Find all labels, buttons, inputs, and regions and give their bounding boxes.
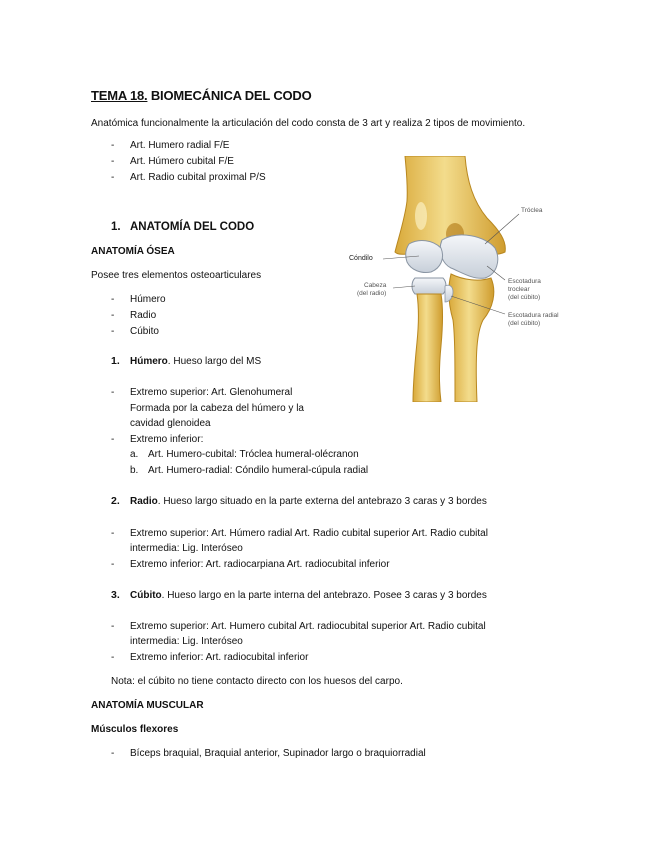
bold-term: Cúbito	[130, 590, 162, 601]
label-cabeza-1: Cabeza	[364, 282, 387, 289]
list-item: Húmero	[130, 294, 166, 305]
intro-paragraph: Anatómica funcionalmente la articulación del codo consta de 3 art y realiza 2 tipos de movimiento.	[91, 118, 526, 129]
bullet-dash: -	[111, 172, 115, 183]
text-line: Formada por la cabeza del húmero y la	[130, 403, 304, 414]
label-troclea: Tróclea	[521, 207, 543, 214]
list-item: Art. Radio cubital proximal P/S	[130, 172, 266, 183]
section-heading: ANATOMÍA DEL CODO	[130, 221, 255, 233]
subsection-heading: ANATOMÍA ÓSEA	[91, 246, 175, 257]
text-line: Extremo superior: Art. Húmero radial Art. Radio cubital superior Art. Radio cubital	[130, 528, 488, 539]
list-item: Art. Húmero cubital F/E	[130, 156, 234, 167]
item-desc: . Hueso largo situado en la parte externa del antebrazo 3 caras y 3 bordes	[157, 496, 487, 507]
list-item: Art. Humero radial F/E	[130, 140, 230, 151]
numbered-item-radio	[130, 495, 487, 508]
label-esc-troclear-1: Escotadura	[508, 278, 541, 285]
label-condilo: Cóndilo	[349, 255, 373, 262]
item-desc: . Hueso largo del MS	[167, 356, 262, 367]
epicondyle-highlight	[415, 202, 427, 230]
text-line: intermedia: Lig. Interóseo	[130, 636, 243, 647]
note: Nota: el cúbito no tiene contacto directo con los huesos del carpo.	[111, 676, 403, 687]
bullet-dash: -	[111, 294, 115, 305]
item-number: 1.	[111, 355, 120, 367]
bullet-dash: -	[111, 434, 115, 445]
bold-term: Húmero	[130, 356, 168, 367]
ulna-shape	[449, 274, 494, 402]
radius-shape	[413, 294, 443, 402]
item-number: 3.	[111, 589, 120, 601]
sub-item: Art. Humero-radial: Cóndilo humeral-cúpula radial	[148, 465, 369, 476]
text-line: Extremo inferior: Art. radiocubital inferior	[130, 652, 309, 663]
list-item: Bíceps braquial, Braquial anterior, Supinador largo o braquiorradial	[130, 748, 426, 759]
bold-term: Radio	[130, 496, 158, 507]
bullet-dash: -	[111, 748, 115, 759]
numbered-item-humero	[130, 355, 261, 368]
text-line: Extremo inferior: Art. radiocarpiana Art. radiocubital inferior	[130, 559, 390, 570]
numbered-item-cubito	[130, 589, 487, 602]
label-esc-troclear-3: (del cúbito)	[508, 294, 541, 301]
list-item: Cúbito	[130, 326, 159, 337]
label-esc-troclear-2: troclear	[508, 286, 530, 293]
bullet-dash: -	[111, 310, 115, 321]
sub-letter: a.	[130, 449, 139, 460]
page-title	[91, 89, 312, 102]
text-line: intermedia: Lig. Interóseo	[130, 543, 243, 554]
bullet-dash: -	[111, 140, 115, 151]
text-line: Extremo inferior:	[130, 434, 204, 445]
section-number: 1.	[111, 221, 121, 233]
label-cabeza-2: (del radio)	[357, 290, 387, 297]
text-line: cavidad glenoidea	[130, 418, 211, 429]
sub-item: Art. Humero-cubital: Tróclea humeral-olécranon	[148, 449, 359, 460]
bullet-dash: -	[111, 652, 115, 663]
title-text: BIOMECÁNICA DEL CODO	[147, 88, 312, 103]
text-line: Extremo superior: Art. Glenohumeral	[130, 387, 293, 398]
bullet-dash: -	[111, 559, 115, 570]
bullet-dash: -	[111, 387, 115, 398]
subsection-heading: ANATOMÍA MUSCULAR	[91, 700, 204, 711]
sub-letter: b.	[130, 465, 139, 476]
item-desc: . Hueso largo en la parte interna del antebrazo. Posee 3 caras y 3 bordes	[161, 590, 487, 601]
item-number: 2.	[111, 495, 120, 507]
subsection-heading: Músculos flexores	[91, 724, 179, 735]
title-number: TEMA 18.	[91, 88, 148, 103]
list-item: Radio	[130, 310, 157, 321]
paragraph: Posee tres elementos osteoarticulares	[91, 270, 262, 281]
label-esc-radial-1: Escotadura radial	[508, 312, 559, 319]
bullet-dash: -	[111, 528, 115, 539]
elbow-anatomy-figure	[347, 156, 562, 402]
label-esc-radial-2: (del cúbito)	[508, 320, 541, 327]
radial-head-shape	[412, 278, 446, 294]
bullet-dash: -	[111, 326, 115, 337]
bullet-dash: -	[111, 621, 115, 632]
bullet-dash: -	[111, 156, 115, 167]
text-line: Extremo superior: Art. Humero cubital Art. radiocubital superior Art. Radio cubital	[130, 621, 486, 632]
